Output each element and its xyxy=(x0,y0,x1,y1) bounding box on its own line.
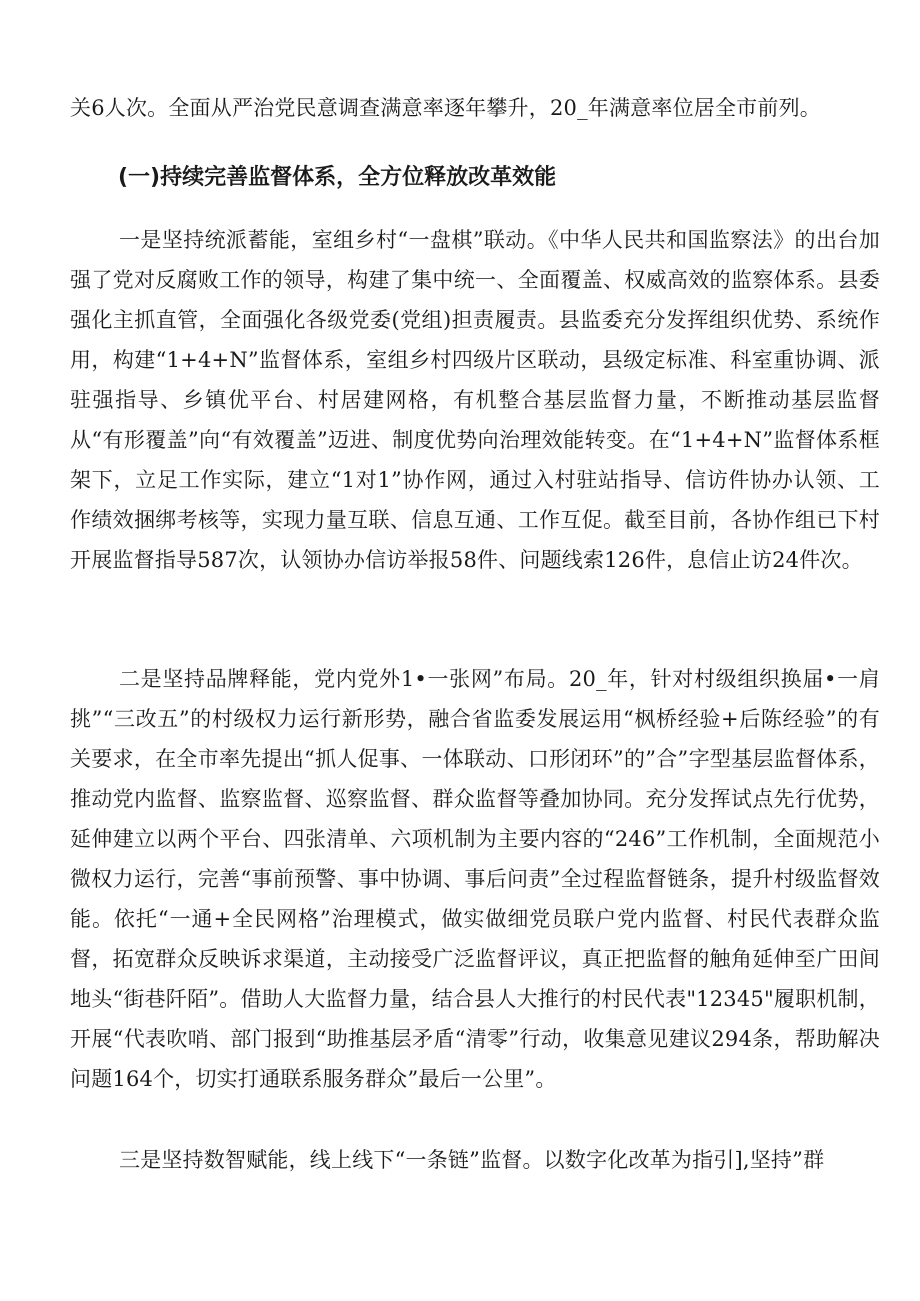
body-paragraph-2: 二是坚持品牌释能，党内党外1•一张网”布局。20_年，针对村级组织换届•一肩挑”“三改五”的村级权力运行新形势，融合省监委发展运用“枫桥经验+后陈经验”的有关要求，在全市率先提出“抓人促事、一体联动、口形闭环”的”合”字型基层监督体系，推动党内监督、监察监督、巡察监督、群众监督等叠加协同。充分发挥试点先行优势，延伸建立以两个平台、四张清单、六项机制为主要内容的“246”工作机制，全面规范小微权力运行，完善“事前预警、事中协调、事后问责”全过程监督链条，提升村级监督效能。依托“一通+全民网格”治理模式，做实做细党员联户党内监督、村民代表群众监督，拓宽群众反映诉求渠道，主动接受广泛监督评议，真正把监督的触角延伸至广田间地头“街巷阡陌”。借助人大监督力量，结合县人大推行的村民代表"12345"履职机制，开展“代表吹哨、部门报到“助推基层矛盾“清零”行动，收集意见建议294条，帮助解决问题164个，切实打通联系服务群众”最后一公里”。 xyxy=(70,667,880,1091)
section-heading: (一)持续完善监督体系，全方位释放改革效能 xyxy=(118,165,557,190)
body-paragraph-3: 三是坚持数智赋能，线上线下“一条链”监督。以数字化改革为指引],坚持”群 xyxy=(119,1148,825,1172)
continuation-paragraph: 关6人次。全面从严治党民意调查满意率逐年攀升，20_年满意率位居全市前列。 xyxy=(70,96,821,120)
body-paragraph-1: 一是坚持统派蓄能，室组乡村“一盘棋”联动。《中华人民共和国监察法》的出台加强了党对反腐败工作的领导，构建了集中统一、全面覆盖、权威高效的监察体系。县委强化主抓直管，全面强化各级党委(党组)担责履责。县监委充分发挥组织优势、系统作用，构建“1+4+N”监督体系，室组乡村四级片区联动，县级定标准、科室重协调、派驻强指导、乡镇优平台、村居建网格，有机整合基层监督力量，不断推动基层监督从“有形覆盖”向“有效覆盖”迈进、制度优势向治理效能转变。在“1+4+N”监督体系框架下，立足工作实际，建立“1对1”协作网，通过入村驻站指导、信访件协办认领、工作绩效捆绑考核等，实现力量互联、信息互通、工作互促。截至目前，各协作组已下村开展监督指导587次，认领协办信访举报58件、问题线索126件，息信止访24件次。 xyxy=(70,228,880,572)
